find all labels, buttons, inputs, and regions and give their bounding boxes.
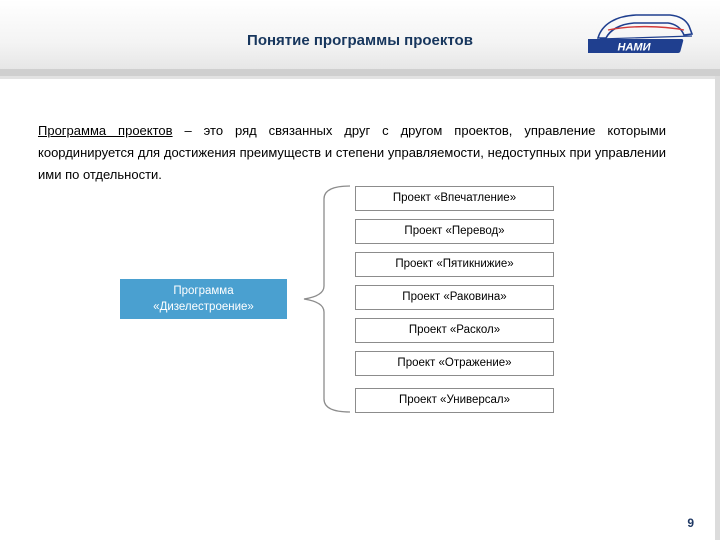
project-box: Проект «Впечатление» [355,186,554,211]
program-box [120,279,287,319]
header-divider-light [0,76,720,79]
program-label: Программа [173,285,234,297]
page-number: 9 [687,516,694,530]
header-divider [0,69,720,76]
project-box: Проект «Раскол» [355,318,554,343]
definition-text: – это ряд связанных друг с другом проектов, управление которыми координируется для достижения преимуществ и степени управляемости, недоступных при управлении ими по отдельности. [38,123,666,182]
slide-title: Понятие программы проектов [247,32,473,49]
nami-logo [588,8,698,60]
project-box: Проект «Пятикнижие» [355,252,554,277]
definition-paragraph [38,120,666,186]
right-edge-bar [715,76,720,540]
definition-term: Программа проектов [38,123,173,138]
project-box: Проект «Универсал» [355,388,554,413]
project-box: Проект «Отражение» [355,351,554,376]
program-name: «Дизелестроение» [153,301,254,313]
project-box: Проект «Перевод» [355,219,554,244]
project-box: Проект «Раковина» [355,285,554,310]
grouping-brace [290,183,355,415]
svg-text:НАМИ: НАМИ [617,41,651,54]
